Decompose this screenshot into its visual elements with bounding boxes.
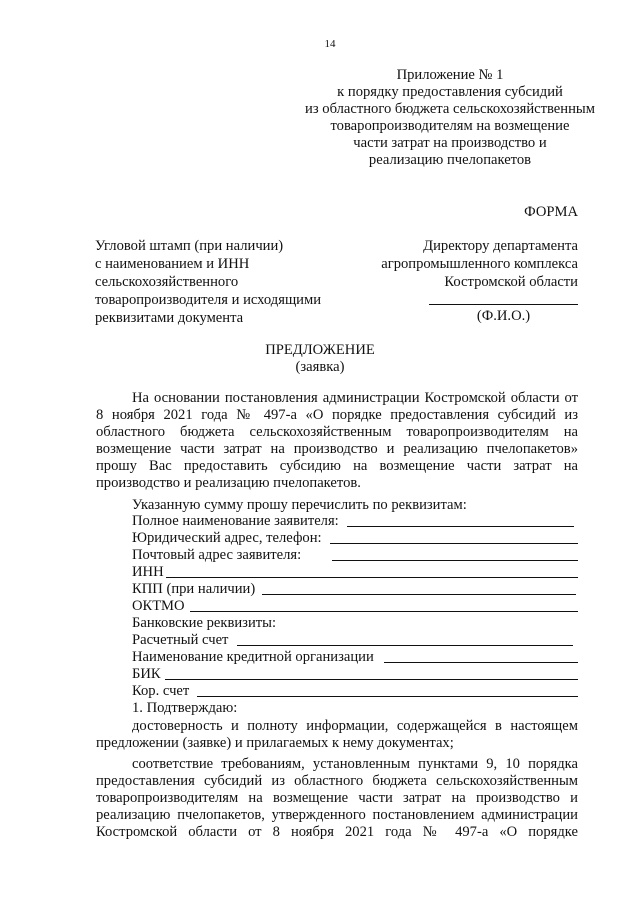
credit-org-field[interactable] bbox=[384, 662, 578, 663]
form-label: ФОРМА bbox=[524, 204, 578, 220]
document-subtitle: (заявка) bbox=[295, 359, 345, 375]
field-label-corr-account: Кор. счет bbox=[132, 683, 190, 699]
full-name-field[interactable] bbox=[347, 526, 574, 527]
postal-address-field[interactable] bbox=[332, 560, 578, 561]
paragraph-line: предложении (заявке) и прилагаемых к нему документах; bbox=[96, 735, 454, 751]
paragraph-line: реализацию пчелопакетов, утвержденного постановлением администрации bbox=[96, 807, 578, 823]
paragraph-line: соответствие требованиям, установленным пунктами 9, 10 порядка bbox=[132, 756, 578, 772]
paragraph-line: 8 ноября 2021 года № 497-а «О порядке предоставления субсидий из bbox=[96, 407, 578, 423]
appendix-line: к порядку предоставления субсидий bbox=[337, 84, 563, 100]
paragraph-line: областного бюджета сельскохозяйственным товаропроизводителям на bbox=[96, 424, 578, 440]
field-label-postal-address: Почтовый адрес заявителя: bbox=[132, 547, 302, 563]
field-label-oktmo: ОКТМО bbox=[132, 598, 185, 614]
appendix-line: Приложение № 1 bbox=[396, 67, 504, 83]
paragraph-line: предоставления субсидий из областного бюджета сельскохозяйственным bbox=[96, 773, 578, 789]
field-label-credit-org: Наименование кредитной организации bbox=[132, 649, 374, 665]
field-label-legal-address: Юридический адрес, телефон: bbox=[132, 530, 322, 546]
account-field[interactable] bbox=[237, 645, 573, 646]
corr-account-field[interactable] bbox=[197, 696, 578, 697]
field-label-full-name: Полное наименование заявителя: bbox=[132, 513, 339, 529]
appendix-line: части затрат на производство и bbox=[353, 135, 547, 151]
paragraph-line: возмещение части затрат на производство и реализацию пчелопакетов» bbox=[96, 441, 578, 457]
paragraph-line: прошу Вас предоставить субсидию на возмещение части затрат на bbox=[96, 458, 578, 474]
fio-signature-line[interactable] bbox=[429, 304, 578, 305]
legal-address-field[interactable] bbox=[330, 543, 578, 544]
field-label-kpp: КПП (при наличии) bbox=[132, 581, 256, 597]
oktmo-field[interactable] bbox=[190, 611, 578, 612]
appendix-line: из областного бюджета сельскохозяйственным bbox=[305, 101, 595, 117]
paragraph-line: Костромской области от 8 ноября 2021 года № 497-а «О порядке bbox=[96, 824, 578, 840]
stamp-line: реквизитами документа bbox=[95, 310, 244, 326]
paragraph-line: На основании постановления администрации Костромской области от bbox=[132, 390, 578, 406]
stamp-line: Угловой штамп (при наличии) bbox=[95, 238, 284, 254]
field-label-inn: ИНН bbox=[132, 564, 164, 580]
appendix-line: реализацию пчелопакетов bbox=[368, 152, 532, 168]
paragraph-line: производство и реализацию пчелопакетов. bbox=[96, 475, 361, 491]
confirm-heading: 1. Подтверждаю: bbox=[132, 700, 238, 716]
addressee-line: Костромской области bbox=[444, 274, 578, 290]
stamp-line: сельскохозяйственного bbox=[95, 274, 239, 290]
stamp-line: с наименованием и ИНН bbox=[95, 256, 250, 272]
inn-field[interactable] bbox=[166, 577, 578, 578]
paragraph-line: достоверность и полноту информации, содержащейся в настоящем bbox=[132, 718, 578, 734]
field-label-account: Расчетный счет bbox=[132, 632, 229, 648]
stamp-line: товаропроизводителя и исходящими bbox=[95, 292, 322, 308]
paragraph-line: товаропроизводителям на возмещение части затрат на производство и bbox=[96, 790, 578, 806]
addressee-line: Директору департамента bbox=[423, 238, 578, 254]
addressee-line: агропромышленного комплекса bbox=[381, 256, 578, 272]
field-label-bik: БИК bbox=[132, 666, 161, 682]
requisites-intro: Указанную сумму прошу перечислить по реквизитам: bbox=[132, 497, 467, 513]
document-title: ПРЕДЛОЖЕНИЕ bbox=[265, 342, 375, 358]
appendix-line: товаропроизводителям на возмещение bbox=[330, 118, 570, 134]
bik-field[interactable] bbox=[165, 679, 578, 680]
field-label-bank-details: Банковские реквизиты: bbox=[132, 615, 276, 631]
kpp-field[interactable] bbox=[262, 594, 576, 595]
fio-caption: (Ф.И.О.) bbox=[476, 308, 531, 324]
page-number: 14 bbox=[324, 38, 336, 50]
